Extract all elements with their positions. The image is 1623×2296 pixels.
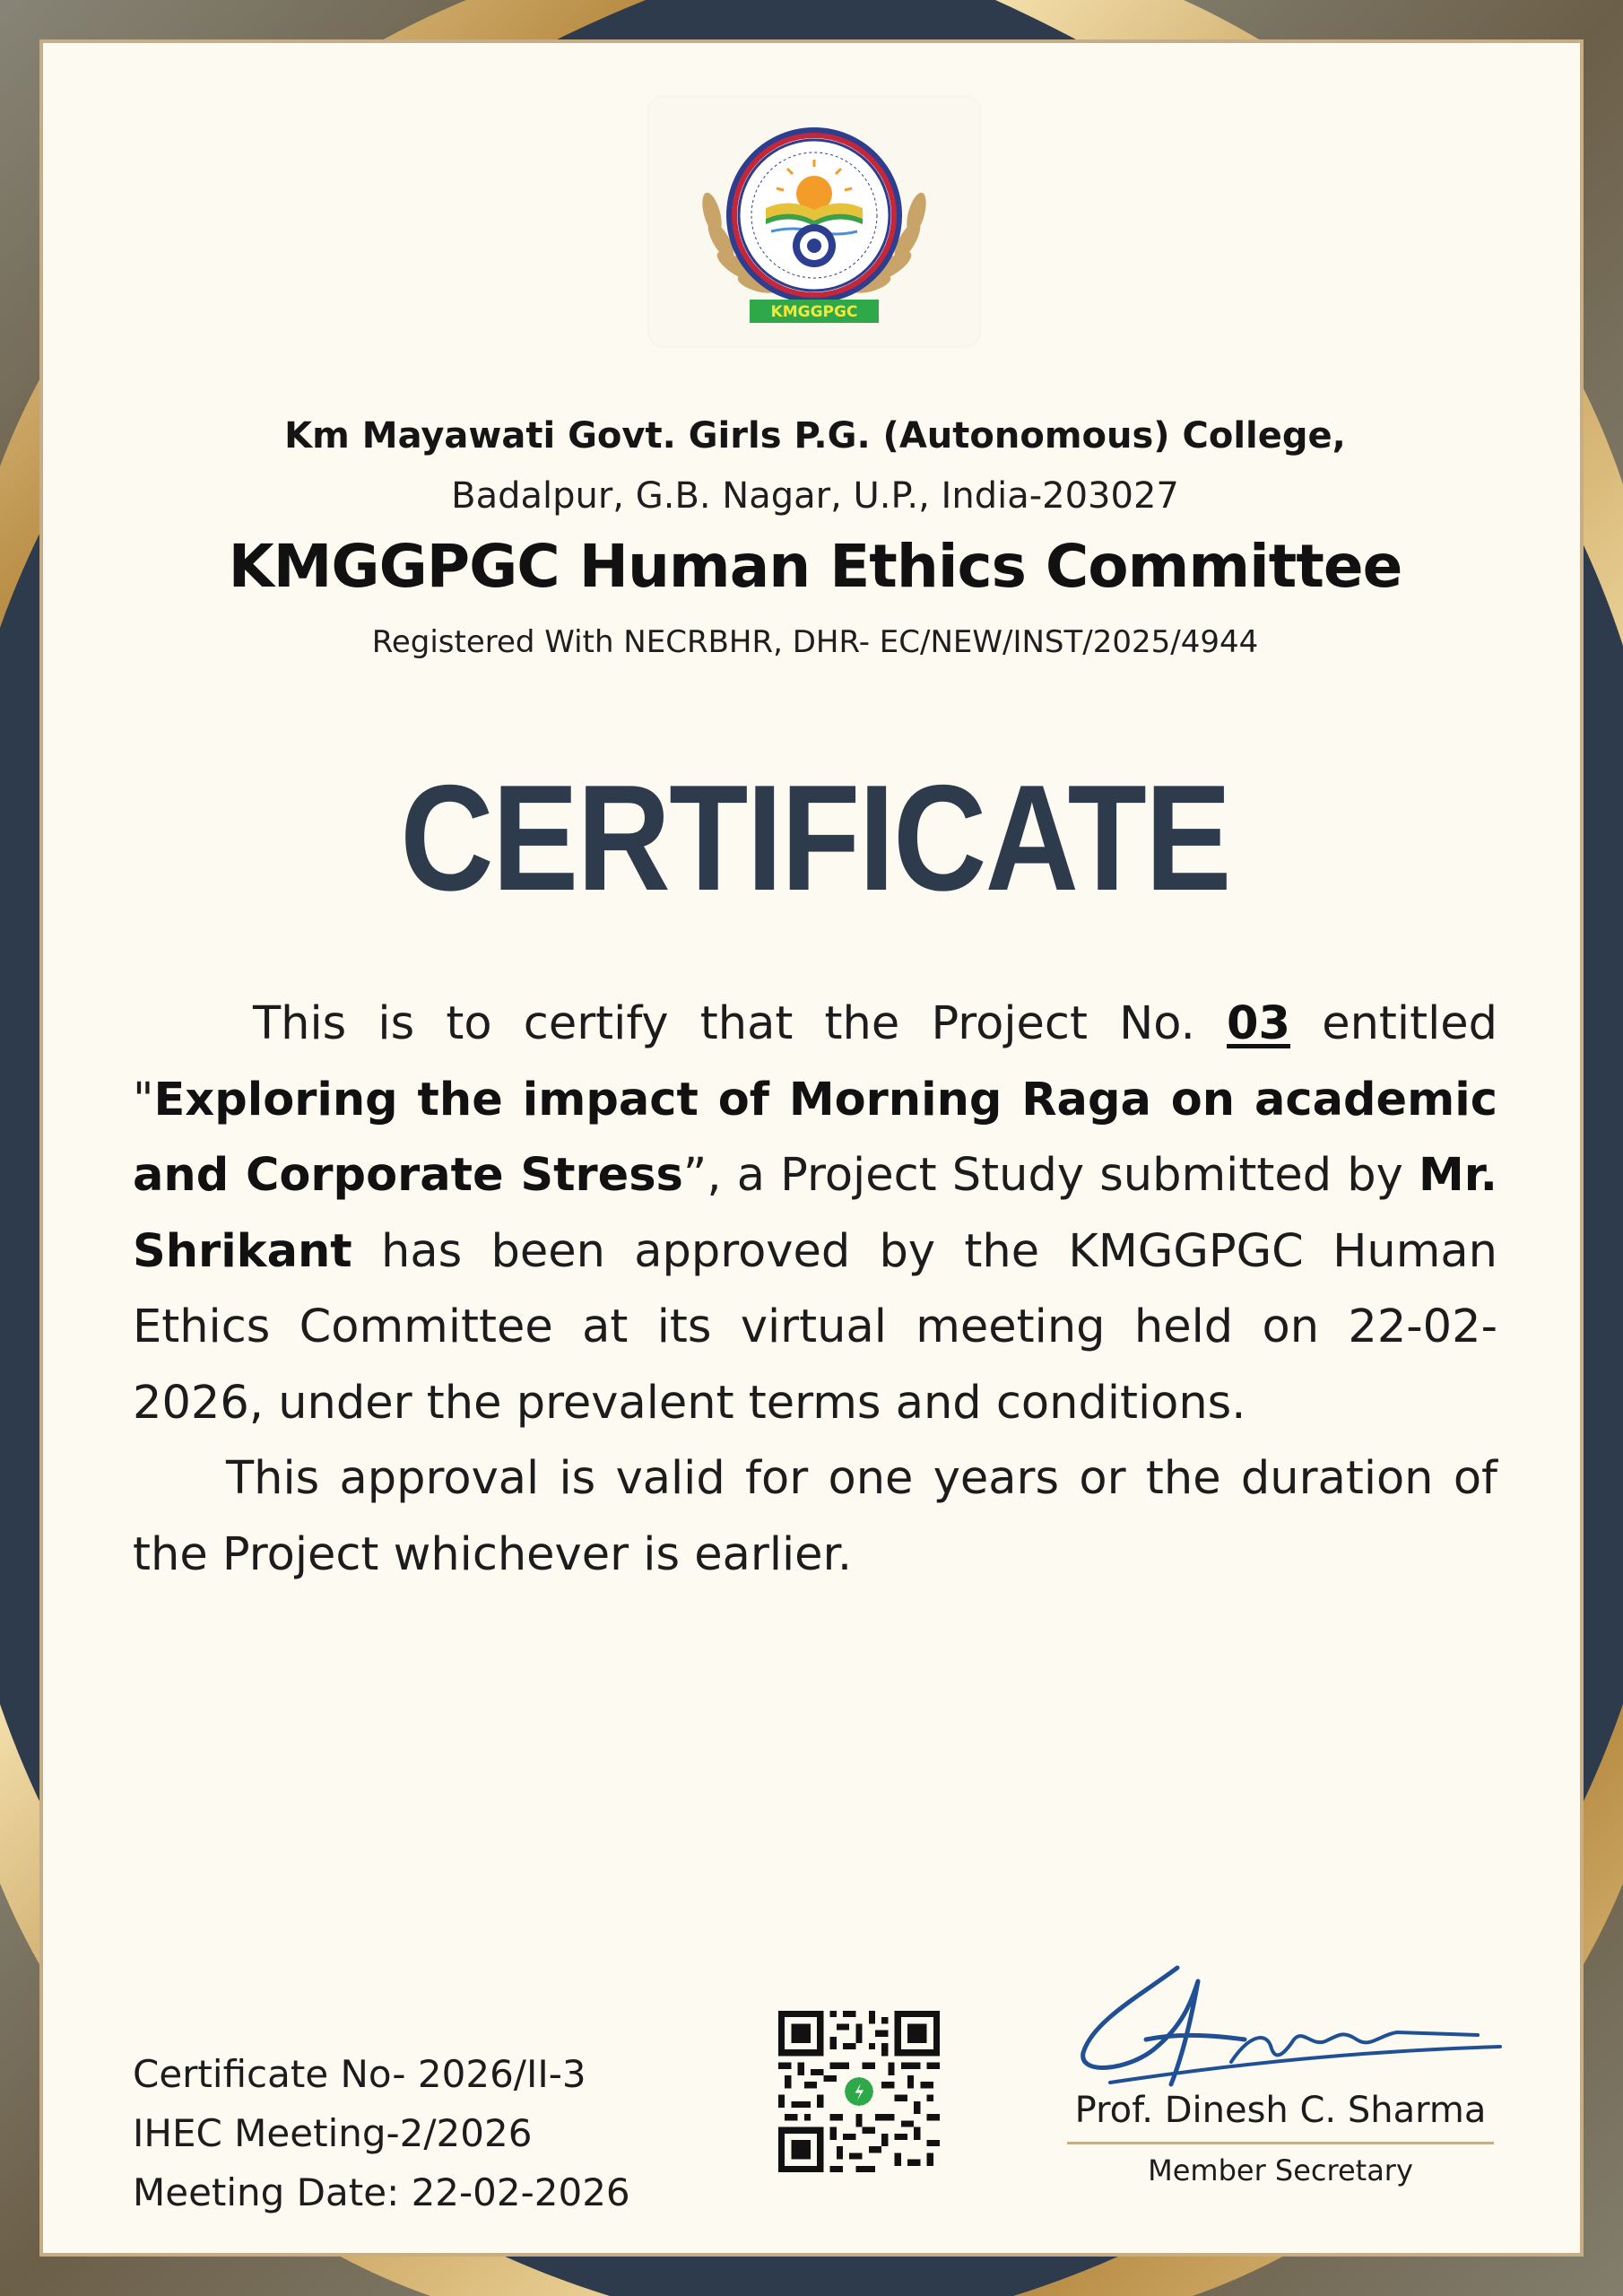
certificate-details [133,2045,760,2222]
institution-name: Km Mayawati Govt. Girls P.G. (Autonomous) College, [284,415,1346,457]
registration-number: Registered With NECRBHR, DHR- EC/NEW/INST/2025/4944 [371,624,1259,660]
signatory-role: Member Secretary [1148,2153,1413,2187]
committee-name: KMGGPGC Human Ethics Committee [228,532,1402,601]
project-number: 03 [1227,997,1291,1050]
body-entitled: entitled " [133,997,1498,1126]
certificate-paper [39,39,1584,2257]
college-emblem-icon [649,97,979,346]
body-intro: This is to certify that the Project No. [253,997,1228,1050]
signature-mark [1056,1950,1532,2102]
certificate-title: CERTIFICATE [400,753,1230,922]
institution-address: Badalpur, G.B. Nagar, U.P., India-203027 [451,475,1179,517]
validity-paragraph: This approval is valid for one years or the duration of the Project whichever is earlier. [133,1452,1497,1581]
signature-underline [1067,2142,1494,2144]
signatory-name: Prof. Dinesh C. Sharma [1074,2090,1487,2131]
applicant-name: Mr. Shrikant [133,1149,1497,1278]
svg-text:KMGGPGC: KMGGPGC [770,303,858,321]
certificate-number: Certificate No- 2026/II-3 [133,2052,586,2096]
body-approval: has been approved by the KMGGPGC Human Ethics Committee at its virtual meeting held on 22-02-2026, under the prevalent terms and conditions. [133,1224,1497,1430]
college-logo [649,97,979,346]
approval-paragraph [133,987,1497,1441]
certificate-body [133,987,1497,1593]
meeting-date: Meeting Date: 22-02-2026 [133,2170,630,2214]
qr-code-icon [778,2011,940,2172]
project-title: Exploring the impact of Morning Raga on academic and Corporate Stress [133,1073,1497,1202]
body-submitted-by: ”, a Project Study submitted by [682,1149,1419,1202]
meeting-id: IHEC Meeting-2/2026 [133,2111,533,2155]
